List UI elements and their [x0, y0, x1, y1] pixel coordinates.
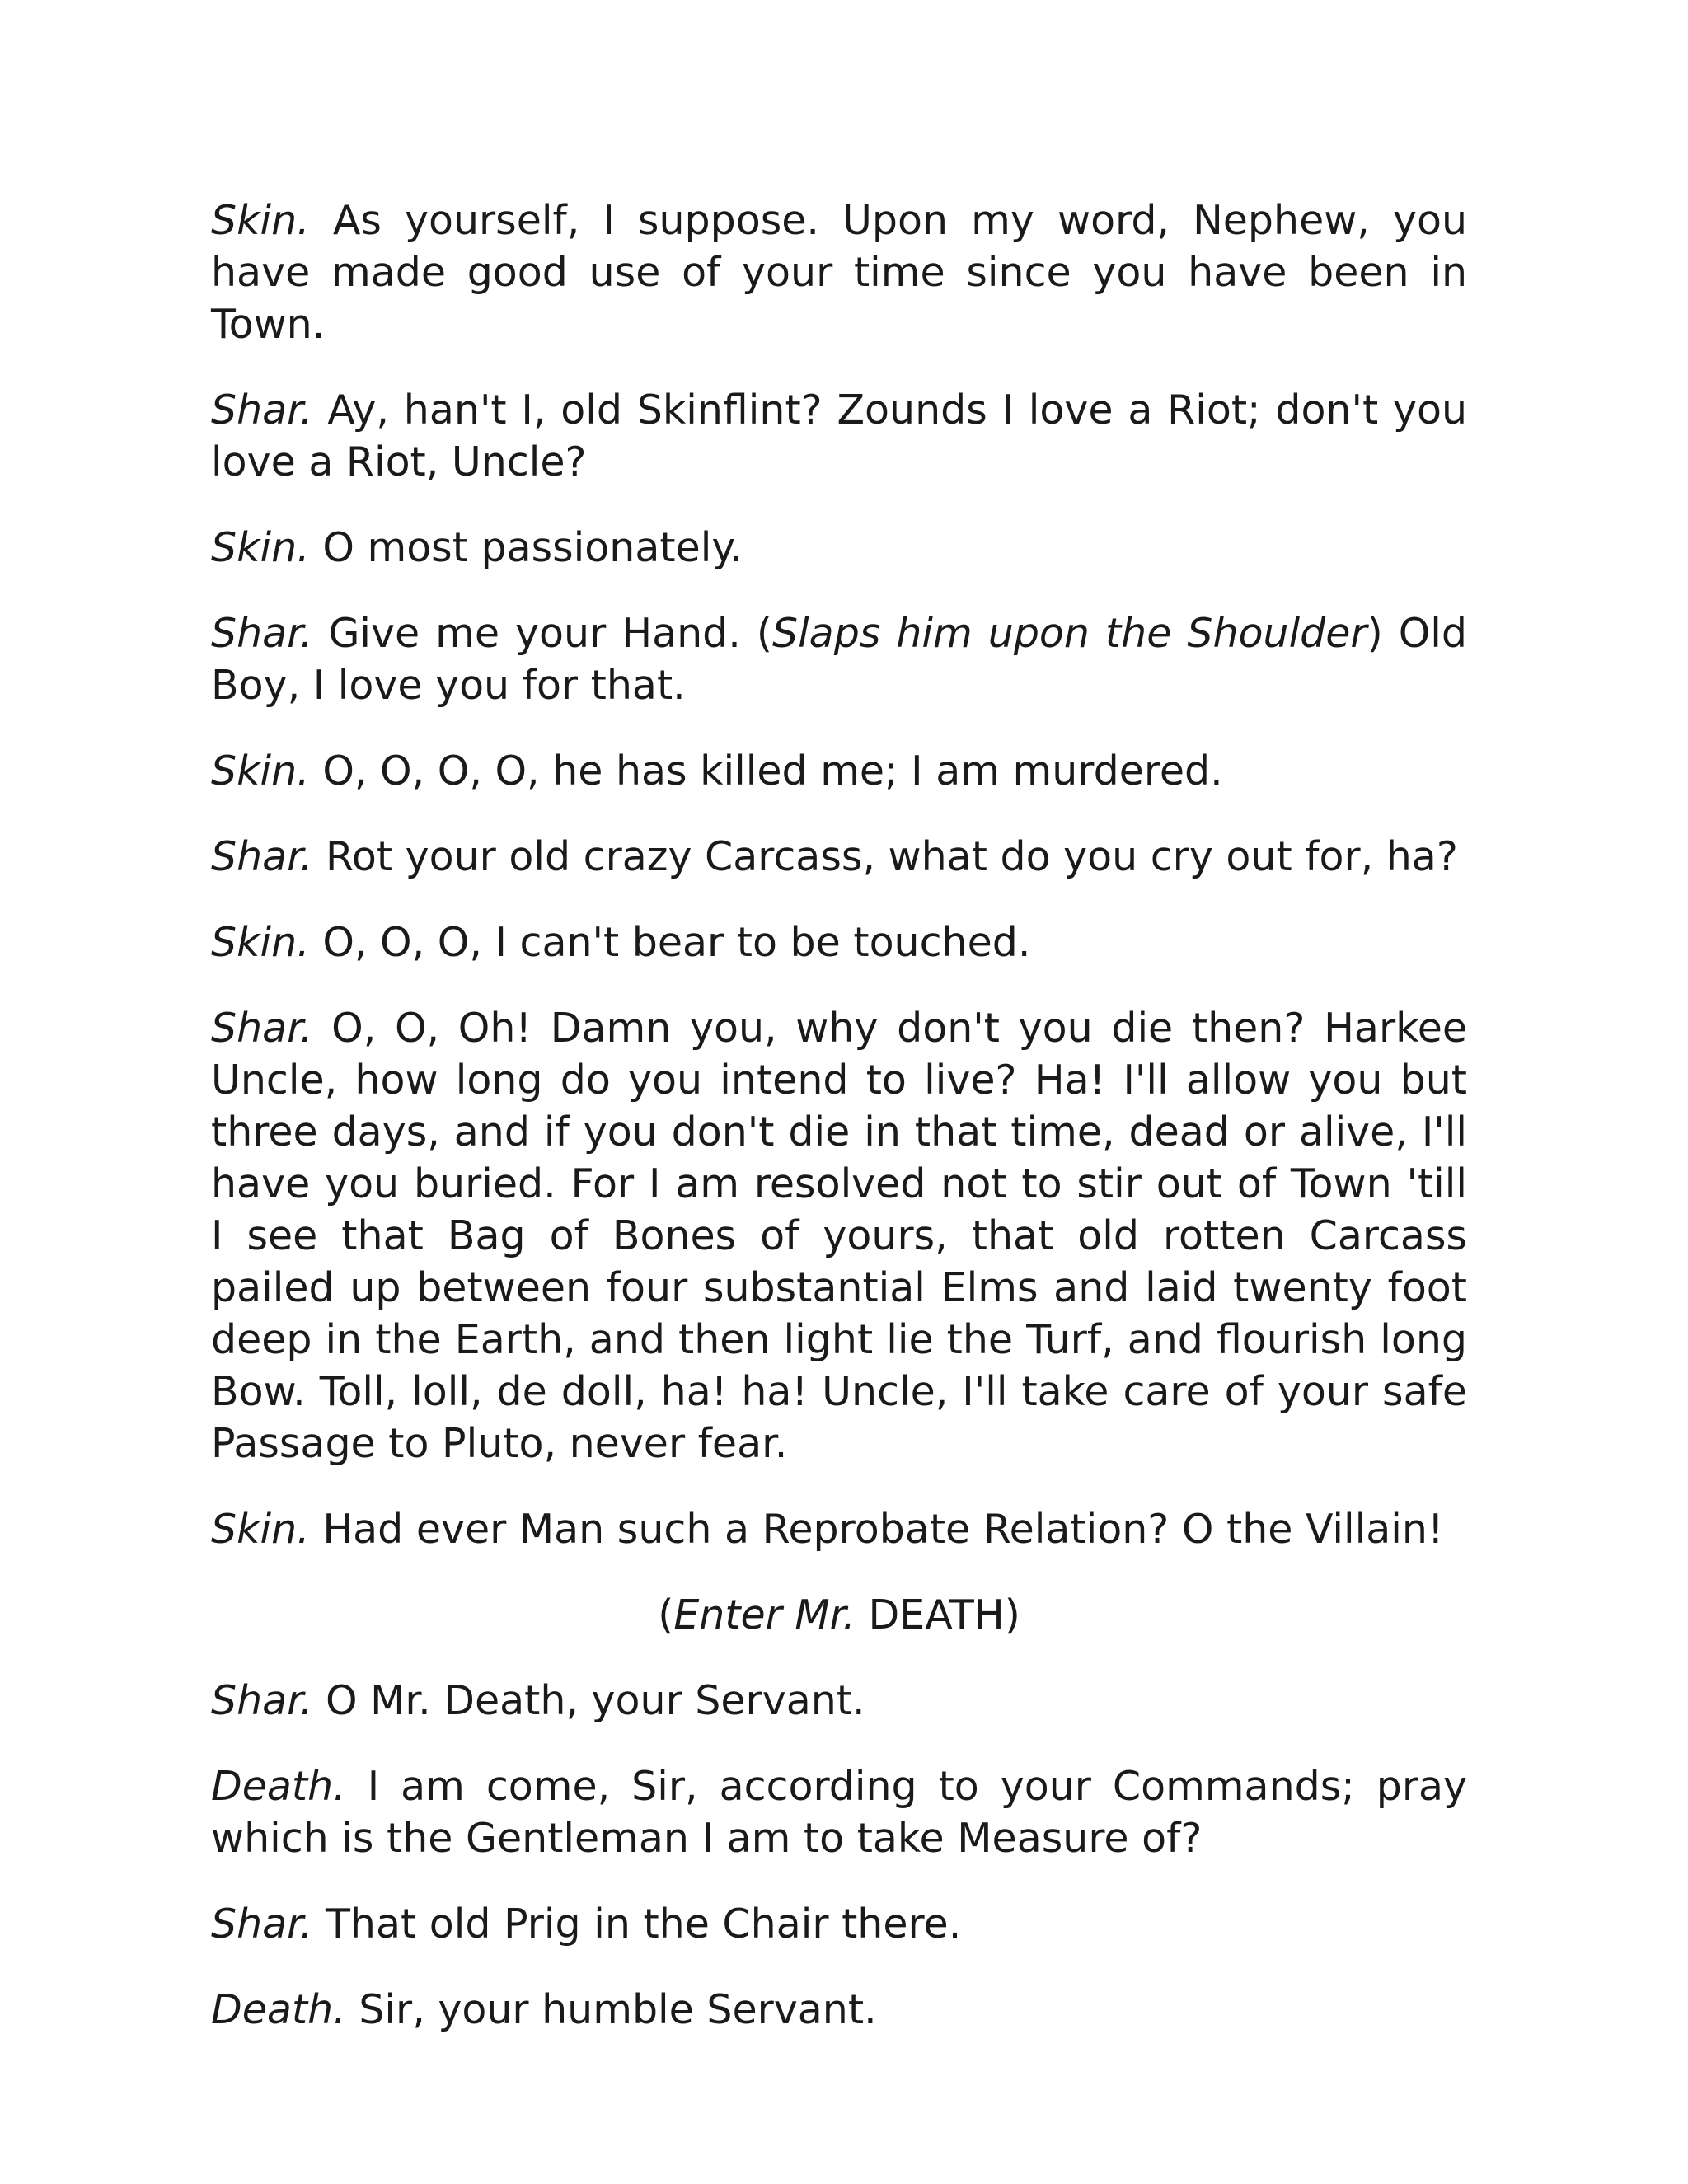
speech-text: O, O, Oh! Damn you, why don't you die then? Harkee Uncle, how long do you intend to live? Ha! I'll allow you but three days, and if you don't die in that time, dead or alive, I'll have you buried. For I am resolved not to stir out of Town 'till I see that Bag of Bones of yours, that old rotten Carcass pailed up between four substantial Elms and laid twenty foot deep in the Earth, and then light lie the Turf, and flourish long Bow. Toll, loll, de doll, ha! ha! Uncle, I'll take care of your safe Passage to Pluto, never fear. [211, 1005, 1468, 1467]
speaker-name: Skin. [211, 197, 310, 244]
speech-skin-4 [211, 916, 1467, 968]
speech-shar-4 [211, 1002, 1467, 1469]
speech-skin-5 [211, 1503, 1467, 1555]
speech-text: Sir, your humble Servant. [359, 1986, 877, 2033]
stage-direction-italic: Enter Mr. [673, 1591, 856, 1638]
speech-text: That old Prig in the Chair there. [326, 1900, 962, 1947]
speaker-name: Shar. [211, 1900, 313, 1947]
speaker-name: Shar. [211, 1005, 313, 1052]
speaker-name: Death. [211, 1763, 346, 1810]
speaker-name: Skin. [211, 919, 310, 966]
speech-shar-2 [211, 607, 1467, 711]
speech-text: As yourself, I suppose. Upon my word, Nephew, you have made good use of your time since you have been in Town. [211, 197, 1468, 348]
speaker-name: Shar. [211, 1677, 313, 1724]
speaker-name: Shar. [211, 610, 313, 657]
speech-shar-3 [211, 831, 1467, 883]
speech-text: Give me your Hand. ( [328, 610, 772, 657]
speech-text: O, O, O, O, he has killed me; I am murdered. [322, 748, 1223, 794]
character-name: DEATH [868, 1591, 1005, 1638]
speech-shar-1 [211, 384, 1467, 488]
speaker-name: Skin. [211, 1506, 310, 1553]
speaker-name: Shar. [211, 387, 313, 434]
speech-shar-5 [211, 1675, 1467, 1727]
paren-open: ( [658, 1591, 674, 1638]
play-page [211, 194, 1467, 2069]
speaker-name: Skin. [211, 524, 310, 571]
speech-text: Ay, han't I, old Skinflint? Zounds I love a Riot; don't you love a Riot, Uncle? [211, 387, 1467, 485]
speech-text: O, O, O, I can't bear to be touched. [322, 919, 1031, 966]
speech-shar-6 [211, 1898, 1467, 1950]
stage-direction-enter [211, 1589, 1467, 1641]
speaker-name: Skin. [211, 748, 310, 794]
speech-text: Rot your old crazy Carcass, what do you cry out for, ha? [326, 833, 1458, 880]
speech-death-1 [211, 1760, 1467, 1864]
speech-text: Had ever Man such a Reprobate Relation? O the Villain! [322, 1506, 1444, 1553]
speech-text: O Mr. Death, your Servant. [326, 1677, 865, 1724]
speaker-name: Death. [211, 1986, 346, 2033]
stage-direction-inline: Slaps him upon the Shoulder [771, 610, 1367, 657]
speech-skin-2 [211, 522, 1467, 574]
speech-text: O most passionately. [322, 524, 743, 571]
speech-death-2 [211, 1984, 1467, 2036]
speaker-name: Shar. [211, 833, 313, 880]
speech-text: ) Old Boy, I love you for that. [211, 610, 1468, 709]
speech-skin-1 [211, 194, 1467, 350]
speech-skin-3 [211, 745, 1467, 797]
speech-text: I am come, Sir, according to your Commands; pray which is the Gentleman I am to take Measure of? [211, 1763, 1468, 1862]
paren-close: ) [1004, 1591, 1020, 1638]
